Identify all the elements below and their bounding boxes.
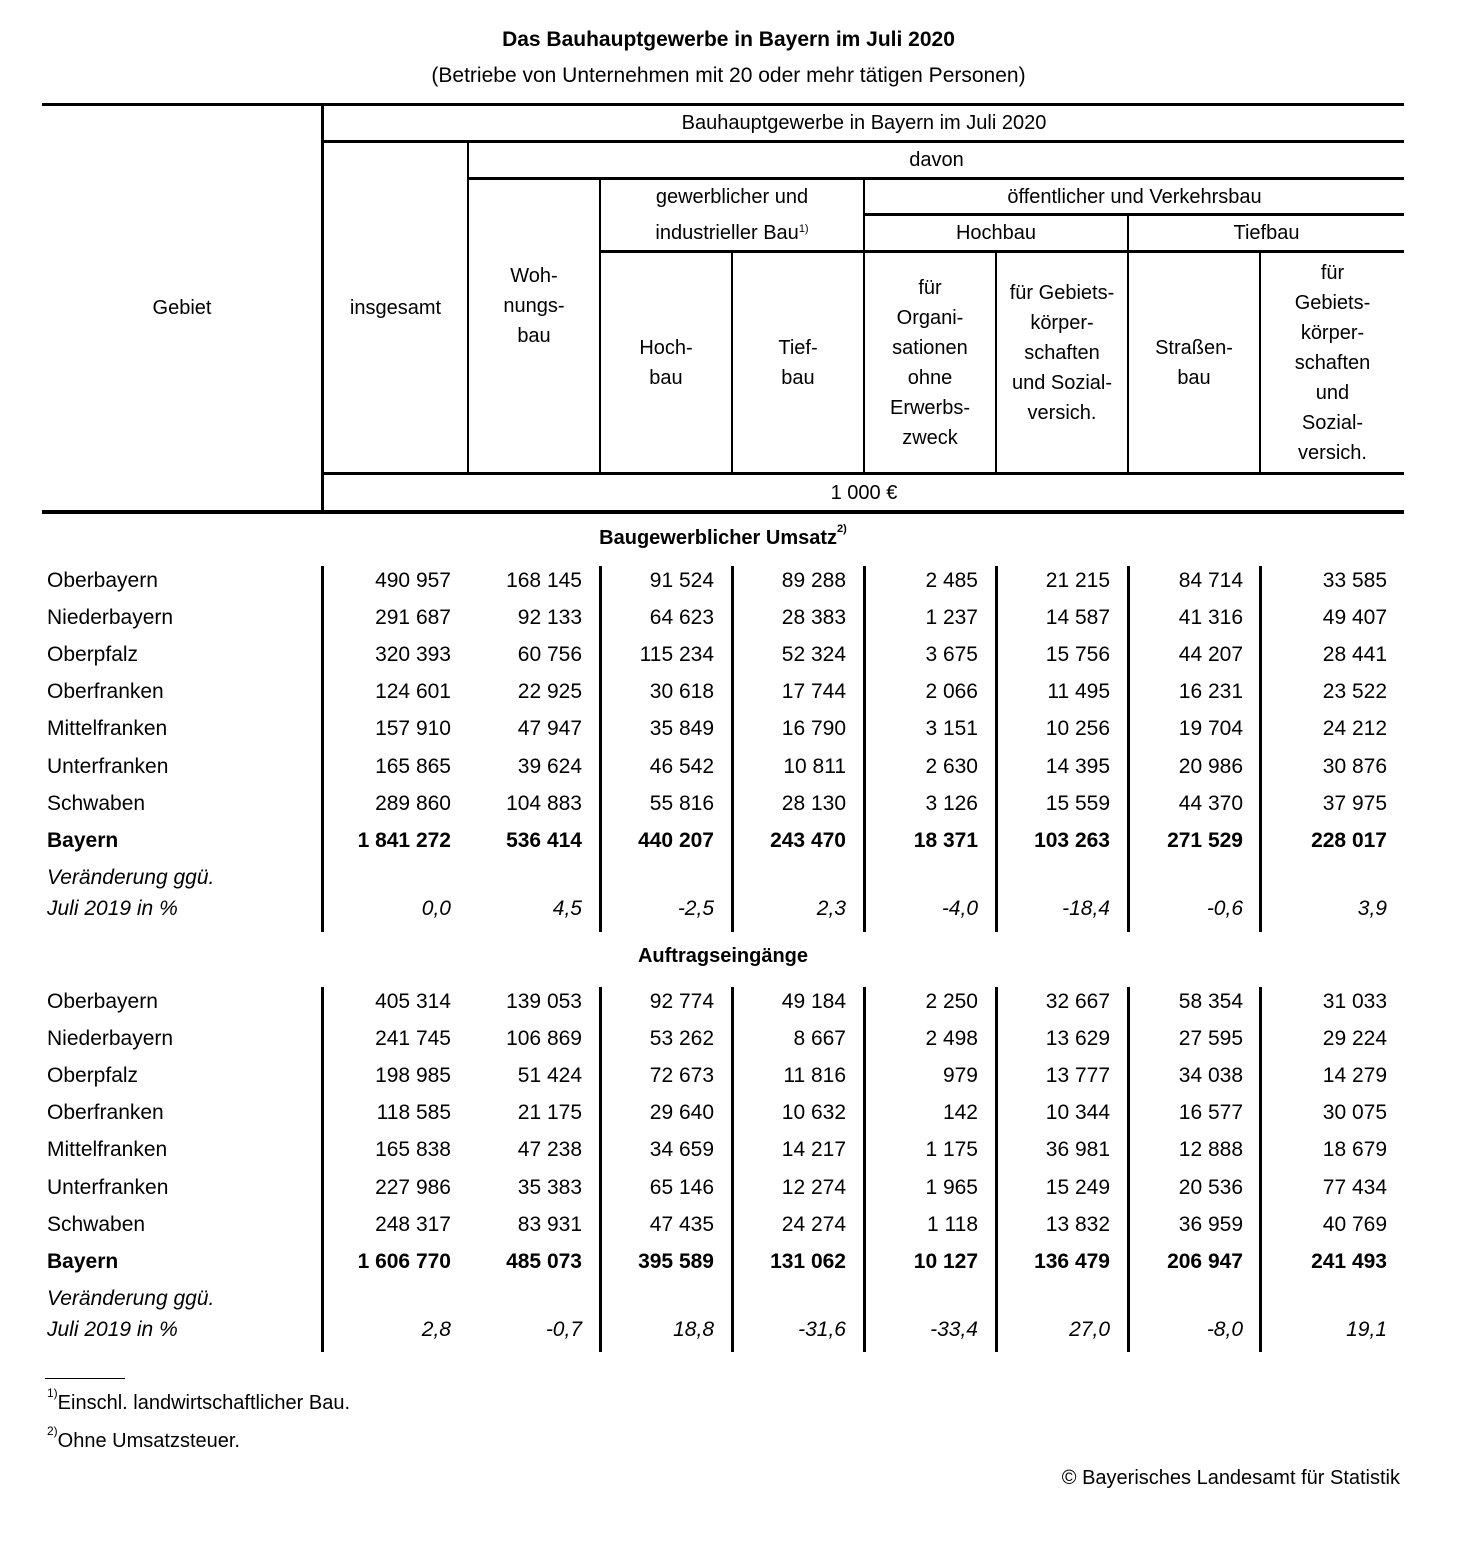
cell-value: 30 618	[649, 680, 714, 704]
cell-value: 16 577	[1178, 1101, 1243, 1125]
row-label: Unterfranken	[47, 754, 169, 778]
cell-value: 1 965	[925, 1175, 978, 1199]
cell-value: 2 066	[925, 680, 978, 704]
header-ot-strassen: Straßen- bau	[1155, 336, 1233, 389]
cell-value: 19 704	[1178, 717, 1243, 741]
cell-value: 979	[942, 1064, 978, 1088]
row-label: Oberfranken	[47, 1101, 164, 1125]
cell-value: 28 441	[1322, 643, 1387, 667]
row-label: Bayern	[47, 828, 119, 852]
cell-value: 104 883	[506, 791, 582, 815]
cell-value: 291 687	[375, 606, 451, 630]
cell-value: 84 714	[1178, 569, 1243, 592]
cell-value: 29 224	[1322, 1027, 1387, 1051]
document-subtitle: (Betriebe von Unternehmen mit 20 oder mehr tätigen Personen)	[431, 64, 1026, 87]
cell-value: 1 606 770	[357, 1249, 451, 1273]
header-hochbau-group: Hochbau	[955, 222, 1037, 244]
cell-value: 53 262	[649, 1027, 714, 1051]
header-top: Bauhauptgewerbe in Bayern im Juli 2020	[681, 112, 1047, 134]
table-row	[0, 1138, 1457, 1175]
cell-value: 198 985	[375, 1064, 451, 1088]
cell-value: 136 479	[1034, 1249, 1110, 1273]
cell-value: 165 838	[375, 1138, 451, 1162]
cell-value: 228 017	[1311, 828, 1387, 852]
cell-value: 118 585	[376, 1101, 451, 1125]
header-tiefbau-group: Tiefbau	[1233, 222, 1300, 244]
cell-value: 395 589	[638, 1249, 714, 1273]
cell-value: 2,8	[421, 1317, 451, 1341]
cell-value: 20 536	[1178, 1175, 1243, 1199]
cell-value: -0,6	[1206, 896, 1243, 920]
cell-value: 36 959	[1178, 1212, 1243, 1236]
table-row	[0, 680, 1457, 717]
row-label: Juli 2019 in %	[47, 896, 178, 920]
cell-value: 139 053	[506, 990, 582, 1013]
cell-value: 47 947	[517, 717, 582, 741]
cell-value: 72 673	[649, 1064, 714, 1088]
table-row	[0, 755, 1457, 792]
row-label: Mittelfranken	[47, 1138, 168, 1162]
row-label: Niederbayern	[47, 606, 174, 630]
cell-value: 32 667	[1045, 990, 1110, 1013]
row-label: Mittelfranken	[47, 717, 168, 741]
cell-value: 36 981	[1045, 1138, 1110, 1162]
cell-value: 10 127	[913, 1249, 978, 1273]
cell-value: 3,9	[1357, 896, 1387, 920]
total-row	[0, 1250, 1457, 1287]
cell-value: 30 876	[1322, 754, 1387, 778]
cell-value: 12 274	[781, 1175, 846, 1199]
row-label: Niederbayern	[47, 1027, 174, 1051]
cell-value: 2 250	[925, 990, 978, 1013]
change-label-line1: Veränderung ggü.	[47, 1286, 215, 1310]
cell-value: 2 498	[925, 1027, 978, 1051]
cell-value: 19,1	[1346, 1317, 1387, 1341]
cell-value: 241 745	[375, 1027, 451, 1051]
cell-value: 227 986	[375, 1175, 451, 1199]
cell-value: 490 957	[375, 569, 451, 592]
cell-value: 124 601	[375, 680, 451, 704]
cell-value: 206 947	[1167, 1249, 1243, 1273]
cell-value: -31,6	[798, 1317, 846, 1341]
cell-value: 14 587	[1045, 606, 1110, 630]
cell-value: 1 175	[925, 1138, 978, 1162]
cell-value: 47 435	[649, 1212, 714, 1236]
row-label: Juli 2019 in %	[47, 1317, 178, 1341]
cell-value: 46 542	[649, 754, 714, 778]
cell-value: 60 756	[517, 643, 582, 667]
cell-value: 41 316	[1178, 606, 1243, 630]
table-row	[0, 792, 1457, 829]
table-row	[0, 643, 1457, 680]
cell-value: 28 130	[781, 791, 846, 815]
cell-value: 14 395	[1045, 754, 1110, 778]
header-unit: 1 000 €	[830, 481, 898, 504]
cell-value: 131 062	[770, 1249, 846, 1273]
cell-value: 3 675	[925, 643, 978, 667]
cell-value: 89 288	[781, 569, 846, 592]
cell-value: 27,0	[1069, 1317, 1110, 1341]
header-oh-gebiet: für Gebiets- körper- schaften und Sozial- versich.	[1009, 281, 1115, 424]
cell-value: 241 493	[1311, 1249, 1387, 1273]
cell-value: 289 860	[375, 791, 451, 815]
row-label: Oberpfalz	[47, 643, 139, 667]
row-label: Oberbayern	[47, 569, 158, 592]
cell-value: 20 986	[1178, 754, 1243, 778]
cell-value: 13 777	[1045, 1064, 1110, 1088]
row-label: Unterfranken	[47, 1175, 169, 1199]
cell-value: 8 667	[793, 1027, 846, 1051]
cell-value: 271 529	[1167, 828, 1243, 852]
header-wohnungsbau: Woh- nungs- bau	[503, 265, 565, 347]
cell-value: 52 324	[781, 643, 846, 667]
cell-value: 2 630	[925, 754, 978, 778]
cell-value: 51 424	[517, 1064, 582, 1088]
cell-value: 47 238	[517, 1138, 582, 1162]
table-row	[0, 1064, 1457, 1101]
cell-value: -8,0	[1206, 1317, 1243, 1341]
change-row	[0, 897, 1457, 934]
footnote-2: $^{2)}$Ohne Umsatzsteuer.	[47, 1424, 240, 1452]
cell-value: 23 522	[1322, 680, 1387, 704]
table-row	[0, 1027, 1457, 1064]
cell-value: 34 659	[649, 1138, 714, 1162]
footnote-ref-2: 2)	[837, 523, 847, 535]
cell-value: 24 212	[1322, 717, 1387, 741]
cell-value: 115 234	[639, 643, 714, 667]
cell-value: 15 559	[1045, 791, 1110, 815]
row-label: Oberfranken	[47, 680, 164, 704]
cell-value: 1 237	[925, 606, 978, 630]
cell-value: -4,0	[941, 896, 978, 920]
cell-value: 536 414	[506, 828, 582, 852]
cell-value: 2 485	[925, 569, 978, 592]
cell-value: 1 118	[927, 1212, 978, 1236]
change-row	[0, 1318, 1457, 1355]
cell-value: 34 038	[1178, 1064, 1243, 1088]
cell-value: 91 524	[649, 569, 714, 592]
footnote-1: $^{1)}$Einschl. landwirtschaftlicher Bau.	[47, 1386, 351, 1414]
header-ot-gebiet: für Gebiets- körper- schaften und Sozial- versich.	[1294, 261, 1371, 464]
table-row	[0, 1176, 1457, 1213]
document-title: Das Bauhauptgewerbe in Bayern im Juli 2020	[502, 28, 955, 51]
cell-value: -2,5	[677, 896, 714, 920]
cell-value: 405 314	[375, 990, 451, 1013]
change-label-line1: Veränderung ggü.	[47, 865, 215, 889]
header-insgesamt: insgesamt	[349, 296, 442, 319]
cell-value: 18 679	[1322, 1138, 1387, 1162]
cell-value: 21 175	[517, 1101, 582, 1125]
footnote-ref-1: 1)	[798, 223, 809, 235]
cell-value: 440 207	[638, 828, 714, 852]
cell-value: 248 317	[375, 1212, 451, 1236]
cell-value: 320 393	[375, 643, 451, 667]
table-row	[0, 1213, 1457, 1250]
cell-value: 3 151	[925, 717, 978, 741]
cell-value: 168 145	[506, 569, 582, 592]
cell-value: 49 407	[1322, 606, 1387, 630]
cell-value: 35 849	[649, 717, 714, 741]
cell-value: 1 841 272	[357, 828, 451, 852]
copyright: © Bayerisches Landesamt für Statistik	[1061, 1467, 1400, 1489]
cell-value: 106 869	[506, 1027, 582, 1051]
cell-value: 157 910	[375, 717, 451, 741]
header-gi-tiefbau: Tief- bau	[778, 336, 818, 389]
cell-value: 13 629	[1045, 1027, 1110, 1051]
cell-value: 16 790	[781, 717, 846, 741]
cell-value: 58 354	[1178, 990, 1243, 1013]
cell-value: -33,4	[930, 1317, 978, 1341]
cell-value: 31 033	[1322, 990, 1387, 1013]
row-label: Bayern	[47, 1249, 119, 1273]
cell-value: 65 146	[649, 1175, 714, 1199]
header-oh-organisationen: für Organi- sationen ohne Erwerbs- zweck	[889, 276, 970, 449]
total-row	[0, 829, 1457, 866]
header-gi-hochbau: Hoch- bau	[639, 336, 693, 389]
cell-value: 10 344	[1045, 1101, 1110, 1125]
cell-value: 33 585	[1322, 569, 1387, 592]
table-row	[0, 717, 1457, 754]
cell-value: 14 279	[1322, 1064, 1387, 1088]
header-gebiet: Gebiet	[152, 297, 212, 319]
cell-value: 2,3	[816, 896, 846, 920]
cell-value: 21 215	[1045, 569, 1110, 592]
cell-value: 10 811	[783, 754, 846, 778]
cell-value: 39 624	[517, 754, 582, 778]
cell-value: -0,7	[545, 1317, 582, 1341]
cell-value: 30 075	[1322, 1101, 1387, 1125]
header-davon: davon	[909, 149, 964, 171]
cell-value: 92 774	[649, 990, 714, 1013]
header-gewerblich: gewerblicher und industrieller Bau$^{1)}$	[655, 186, 809, 244]
cell-value: 142	[942, 1101, 978, 1125]
cell-value: 40 769	[1322, 1212, 1387, 1236]
cell-value: 4,5	[552, 896, 582, 920]
rule-header-bottom	[42, 510, 1404, 514]
cell-value: 15 249	[1045, 1175, 1110, 1199]
table-row	[0, 569, 1457, 606]
cell-value: 77 434	[1322, 1175, 1387, 1199]
section-title: Auftragseingänge	[637, 945, 809, 967]
cell-value: 103 263	[1034, 828, 1110, 852]
cell-value: 37 975	[1322, 791, 1387, 815]
table-row	[0, 1101, 1457, 1138]
table-row	[0, 990, 1457, 1027]
cell-value: 485 073	[506, 1249, 582, 1273]
cell-value: 10 632	[781, 1101, 846, 1125]
cell-value: 15 756	[1045, 643, 1110, 667]
cell-value: 243 470	[770, 828, 846, 852]
cell-value: 24 274	[781, 1212, 846, 1236]
table-row	[0, 606, 1457, 643]
cell-value: 14 217	[781, 1138, 846, 1162]
section-title: Baugewerblicher Umsatz$^{2)}$	[599, 523, 847, 549]
cell-value: 27 595	[1178, 1027, 1243, 1051]
cell-value: 16 231	[1178, 680, 1243, 704]
cell-value: 11 495	[1047, 680, 1110, 704]
cell-value: 55 816	[649, 791, 714, 815]
row-label: Schwaben	[47, 791, 146, 815]
cell-value: 165 865	[375, 754, 451, 778]
cell-value: 83 931	[517, 1212, 582, 1236]
cell-value: 11 816	[783, 1064, 846, 1088]
cell-value: 0,0	[421, 896, 451, 920]
cell-value: 18 371	[913, 828, 978, 852]
cell-value: 10 256	[1045, 717, 1110, 741]
cell-value: -18,4	[1062, 896, 1110, 920]
cell-value: 22 925	[517, 680, 582, 704]
cell-value: 44 370	[1178, 791, 1243, 815]
cell-value: 18,8	[673, 1317, 714, 1341]
row-label: Oberbayern	[47, 990, 158, 1013]
cell-value: 64 623	[649, 606, 714, 630]
cell-value: 29 640	[649, 1101, 714, 1125]
footnote-rule	[45, 1378, 125, 1379]
cell-value: 12 888	[1178, 1138, 1243, 1162]
row-label: Schwaben	[47, 1212, 146, 1236]
cell-value: 35 383	[517, 1175, 582, 1199]
cell-value: 28 383	[781, 606, 846, 630]
cell-value: 17 744	[781, 680, 846, 704]
cell-value: 3 126	[925, 791, 978, 815]
cell-value: 44 207	[1178, 643, 1243, 667]
cell-value: 92 133	[517, 606, 582, 630]
header-oeffentlich: öffentlicher und Verkehrsbau	[1007, 185, 1262, 208]
cell-value: 49 184	[781, 990, 846, 1013]
row-label: Oberpfalz	[47, 1064, 139, 1088]
cell-value: 13 832	[1045, 1212, 1110, 1236]
